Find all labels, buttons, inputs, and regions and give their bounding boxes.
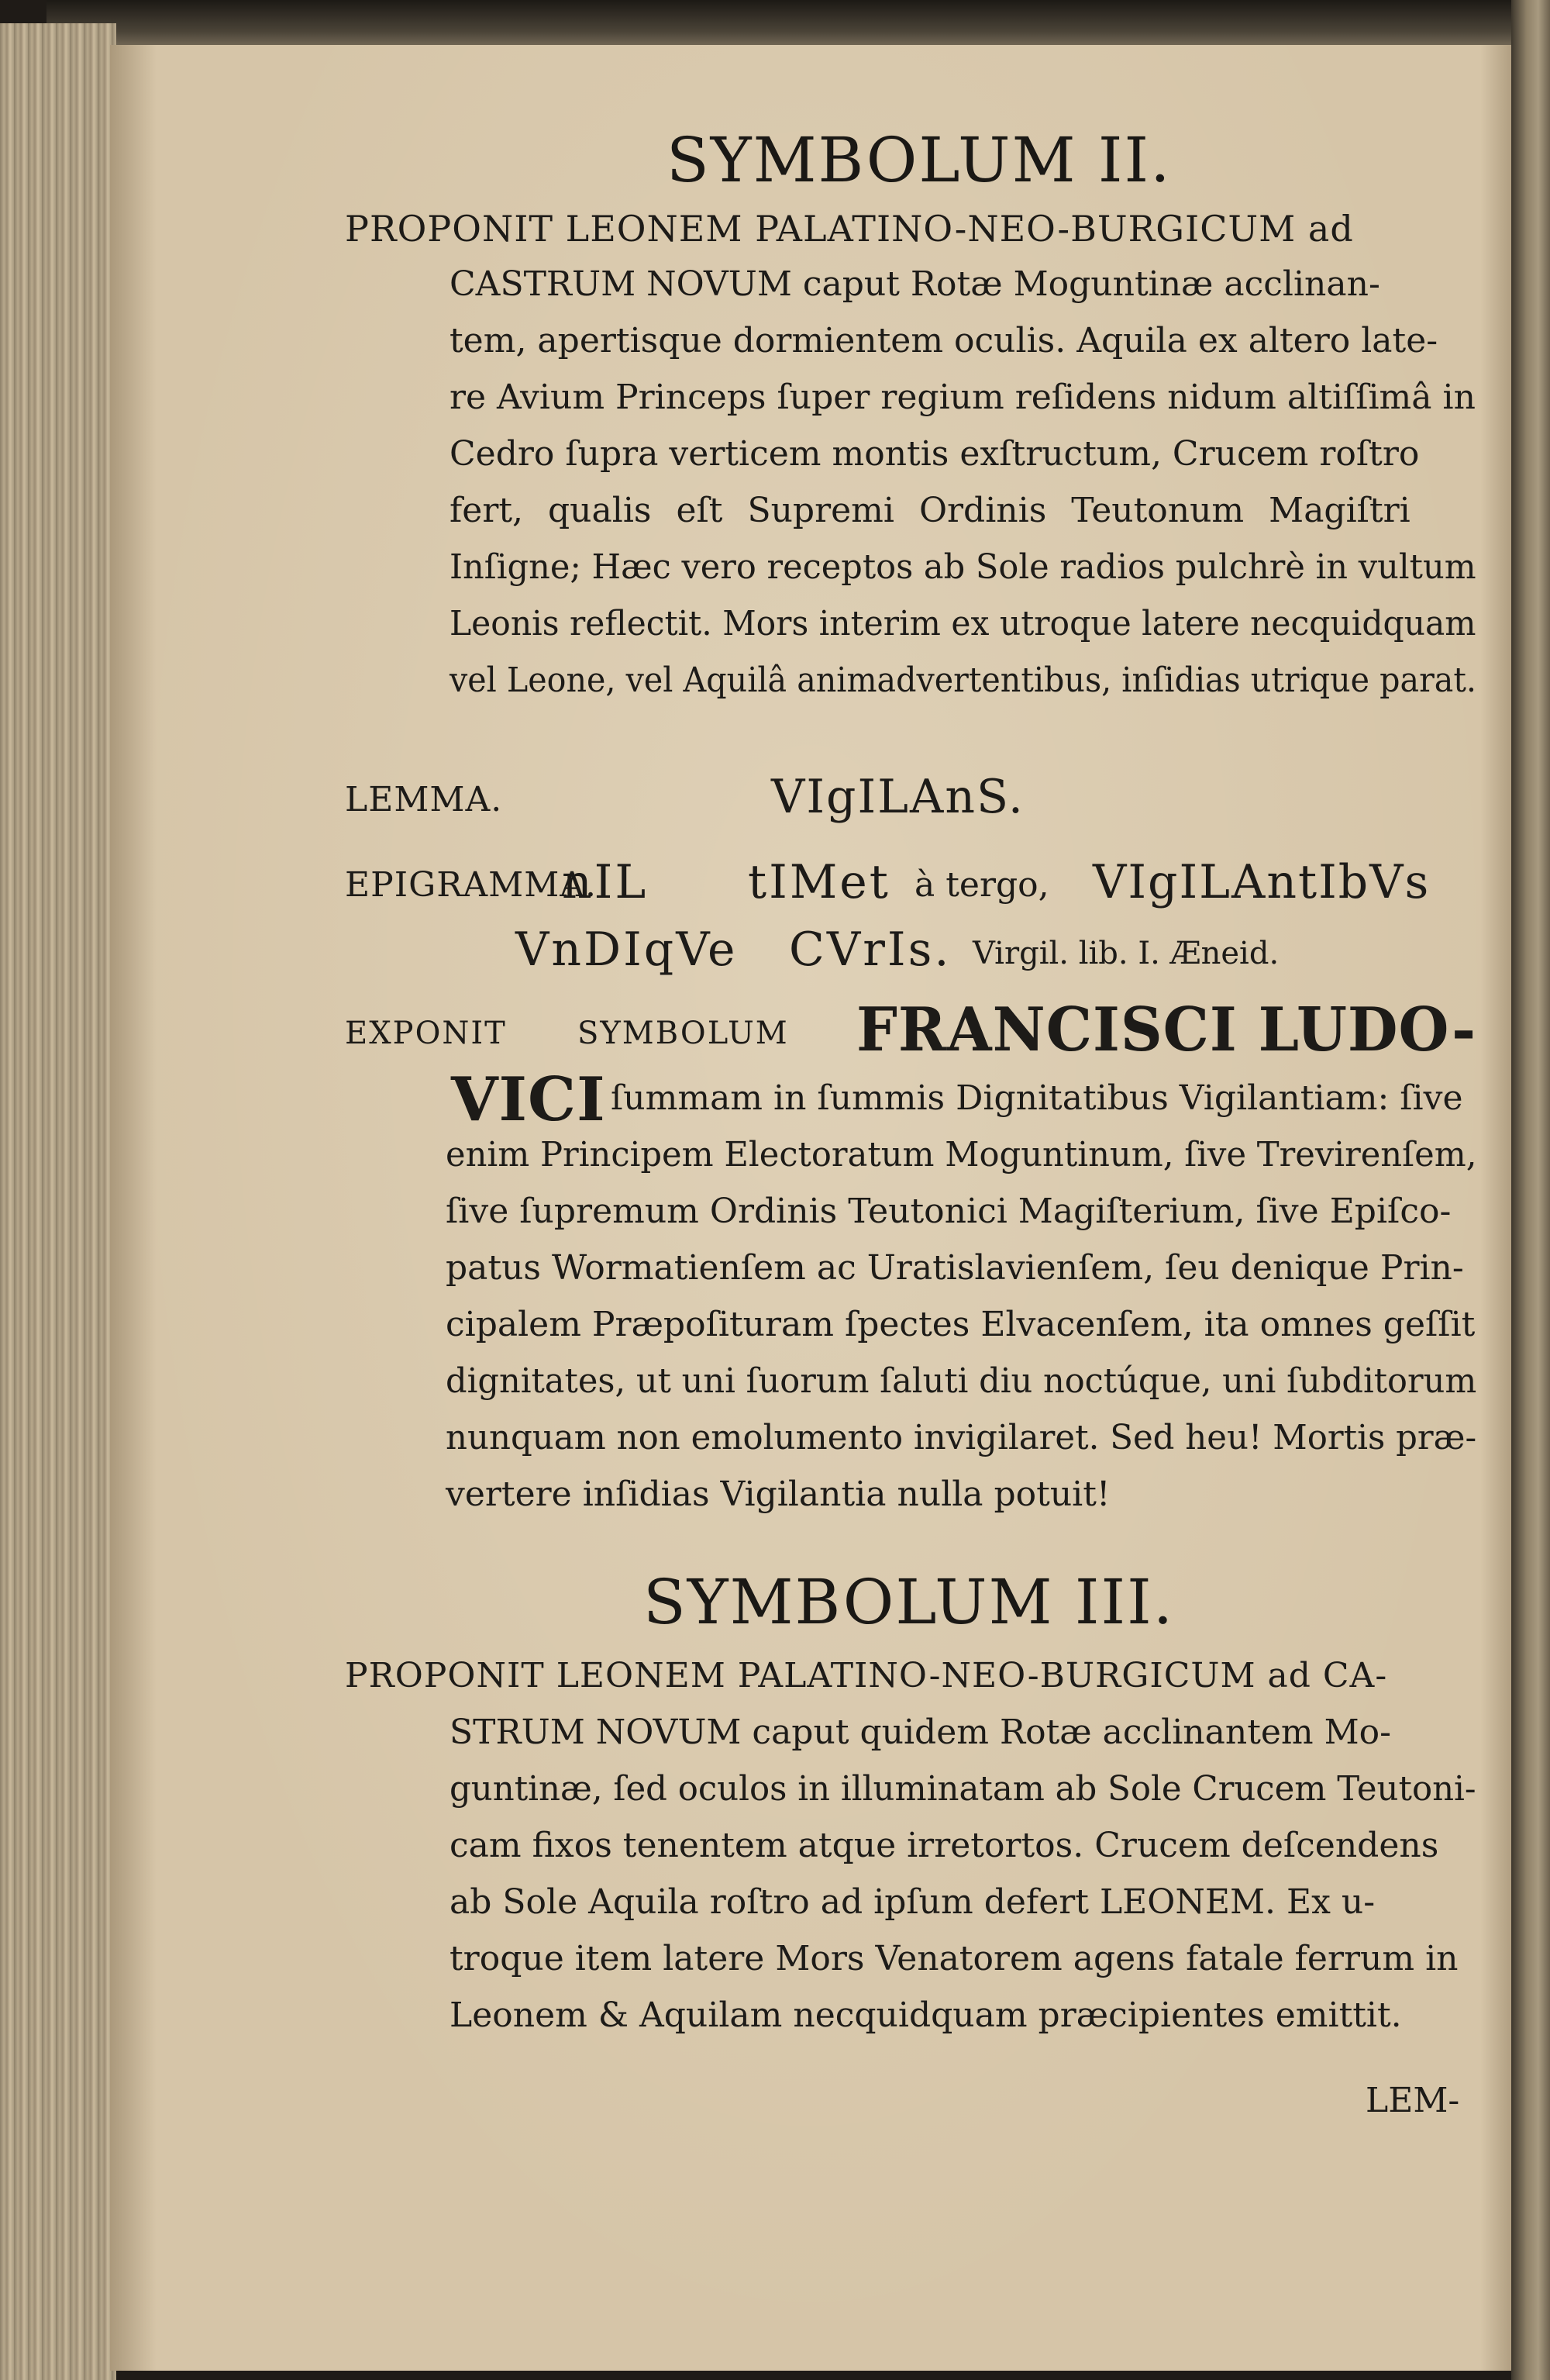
symbolum3-line-2: STRUM NOVUM caput quidem Rotæ acclinantem Mo- bbox=[450, 1713, 1392, 1752]
page-stack-edges bbox=[0, 23, 116, 2380]
symbolum3-line-3: guntinæ, ſed oculos in illuminatam ab Sole Crucem Teutoni- bbox=[450, 1769, 1476, 1809]
exponit-line-5: cipalem Præpoſituram ſpectes Elvacenſem, ita omnes geſſit bbox=[446, 1305, 1476, 1344]
exponit-name-1: FRANCISCI LUDO- bbox=[856, 995, 1477, 1065]
lemma-text: VIgILAnS. bbox=[771, 770, 1025, 824]
symbolum2-line-9: vel Leone, vel Aquilâ animadvertentibus, inſidias utrique parat. bbox=[450, 661, 1477, 700]
symbolum3-line-7: Leonem & Aquilam necquidquam præcipientes emittit. bbox=[450, 1995, 1402, 2035]
binding-edge bbox=[1511, 0, 1550, 2380]
heading-symbolum-3: SYMBOLUM III. bbox=[643, 1566, 1175, 1638]
symbolum2-line-2: CASTRUM NOVUM caput Rotæ Moguntinæ acclinan- bbox=[450, 264, 1380, 304]
symbolum3-line-6: troque item latere Mors Venatorem agens fatale ferrum in bbox=[450, 1939, 1459, 1978]
exponit-name-2: VICI bbox=[451, 1064, 606, 1135]
epigramma-word-5: VnDIqVe bbox=[515, 923, 738, 977]
epigramma-word-4: VIgILAntIbVs bbox=[1093, 855, 1431, 909]
symbolum2-line-4: re Avium Princeps ſuper regium reſidens nidum altiſſimâ in bbox=[450, 378, 1476, 417]
lemma-label: LEMMA. bbox=[345, 780, 503, 819]
symbolum2-line-6: fert, qualis eſt Supremi Ordinis Teutonum Magiſtri bbox=[450, 491, 1410, 530]
exponit-line-4: patus Wormatienſem ac Uratislavienſem, ſeu denique Prin- bbox=[446, 1248, 1464, 1288]
exponit-label-1: EXPONIT bbox=[345, 1016, 507, 1051]
symbolum2-line-7: Inſigne; Hæc vero receptos ab Sole radios pulchrè in vultum bbox=[450, 547, 1476, 587]
epigramma-word-1: nIL bbox=[562, 855, 649, 909]
symbolum2-line-1: PROPONIT LEONEM PALATINO-NEO-BURGICUM ad bbox=[345, 208, 1354, 250]
book-top-edge bbox=[46, 0, 1519, 45]
symbolum3-line-5: ab Sole Aquila roſtro ad ipſum defert LEONEM. Ex u- bbox=[450, 1882, 1376, 1922]
symbolum3-line-4: cam fixos tenentem atque irretortos. Crucem deſcendens bbox=[450, 1826, 1439, 1865]
epigramma-label: EPIGRAMMA. bbox=[345, 865, 598, 905]
exponit-line-7: nunquam non emolumento invigilaret. Sed heu! Mortis præ- bbox=[446, 1418, 1477, 1457]
symbolum3-line-1: PROPONIT LEONEM PALATINO-NEO-BURGICUM ad CA- bbox=[345, 1656, 1388, 1695]
epigramma-word-3: à tergo, bbox=[914, 865, 1049, 905]
epigramma-citation: Virgil. lib. I. Æneid. bbox=[973, 936, 1280, 971]
exponit-line-3: ſive ſupremum Ordinis Teutonici Magiſterium, ſive Epiſco- bbox=[446, 1192, 1452, 1231]
epigramma-word-6: CVrIs. bbox=[789, 923, 952, 977]
symbolum2-line-8: Leonis reflectit. Mors interim ex utroque latere necquidquam bbox=[450, 604, 1476, 643]
exponit-line-1: ſummam in ſummis Dignitatibus Vigilantiam: ſive bbox=[611, 1078, 1463, 1118]
symbolum2-line-3: tem, apertisque dormientem oculis. Aquila ex altero late- bbox=[450, 321, 1438, 360]
symbolum2-line-5: Cedro ſupra verticem montis exſtructum, Crucem roſtro bbox=[450, 434, 1420, 474]
exponit-label-2: SYMBOLUM bbox=[577, 1016, 789, 1051]
heading-symbolum-2: SYMBOLUM II. bbox=[666, 124, 1172, 196]
exponit-line-8: vertere inſidias Vigilantia nulla potuit! bbox=[446, 1475, 1111, 1514]
catchword: LEM- bbox=[1366, 2081, 1460, 2120]
epigramma-word-2: tIMet bbox=[748, 855, 890, 909]
exponit-line-6: dignitates, ut uni ſuorum ſaluti diu noctúque, uni ſubditorum bbox=[446, 1361, 1477, 1401]
exponit-line-2: enim Principem Electoratum Moguntinum, ſive Trevirenſem, bbox=[446, 1135, 1477, 1174]
